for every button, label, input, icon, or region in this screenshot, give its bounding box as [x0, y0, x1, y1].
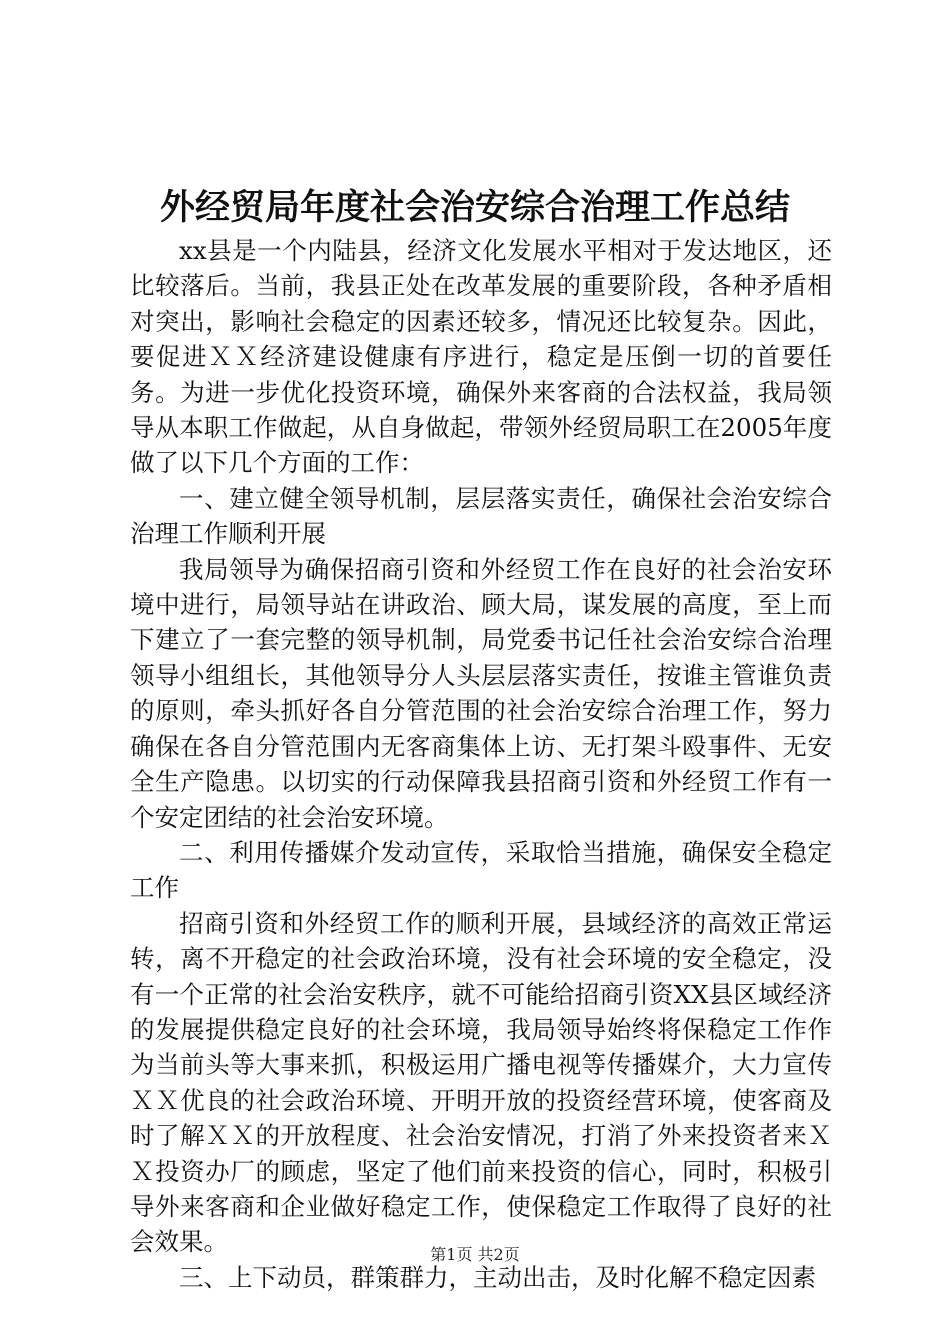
intro-paragraph: xx县是一个内陆县，经济文化发展水平相对于发达地区，还比较落后。当前，我县正处在改革发展的重要阶段，各种矛盾相对突出，影响社会稳定的因素还较多，情况还比较复杂。因此，要促进ＸＸ经济建设健康有序进行，稳定是压倒一切的首要任务。为进一步优化投资环境，确保外来客商的合法权益，我局领导从本职工作做起，从自身做起，带领外经贸局职工在2005年度做了以下几个方面的工作：: [130, 236, 832, 478]
page-footer: 第1页 共2页: [430, 1245, 520, 1264]
document-body: [130, 233, 832, 1295]
section-heading-2: 二、利用传播媒介发动宣传，采取恰当措施，确保安全稳定工作: [130, 837, 832, 903]
section-heading-1: 一、建立健全领导机制，层层落实责任，确保社会治安综合治理工作顺利开展: [130, 483, 832, 549]
document-title: 外经贸局年度社会治安综合治理工作总结: [159, 188, 790, 228]
section-heading-3: 三、上下动员，群策群力，主动出击，及时化解不稳定因素: [179, 1262, 816, 1292]
section-paragraph-2: 招商引资和外经贸工作的顺利开展，县域经济的高效正常运转，离不开稳定的社会政治环境，没有社会环境的安全稳定，没有一个正常的社会治安秩序，就不可能给招商引资XX县区域经济的发展提供稳定良好的社会环境，我局领导始终将保稳定工作作为当前头等大事来抓，积极运用广播电视等传播媒介，大力宣传ＸＸ优良的社会政治环境、开明开放的投资经营环境，使客商及时了解ＸＸ的开放程度、社会治安情况，打消了外来投资者来ＸＸ投资办厂的顾虑，坚定了他们前来投资的信心，同时，积极引导外来客商和企业做好稳定工作，使保稳定工作取得了良好的社会效果。: [130, 908, 832, 1257]
section-paragraph-1: 我局领导为确保招商引资和外经贸工作在良好的社会治安环境中进行，局领导站在讲政治、顾大局，谋发展的高度，至上而下建立了一套完整的领导机制，局党委书记任社会治安综合治理领导小组组长，其他领导分人头层层落实责任，按谁主管谁负责的原则，牵头抓好各自分管范围的社会治安综合治理工作，努力确保在各自分管范围内无客商集体上访、无打架斗殴事件、无安全生产隐患。以切实的行动保障我县招商引资和外经贸工作有一个安定团结的社会治安环境。: [130, 554, 832, 832]
